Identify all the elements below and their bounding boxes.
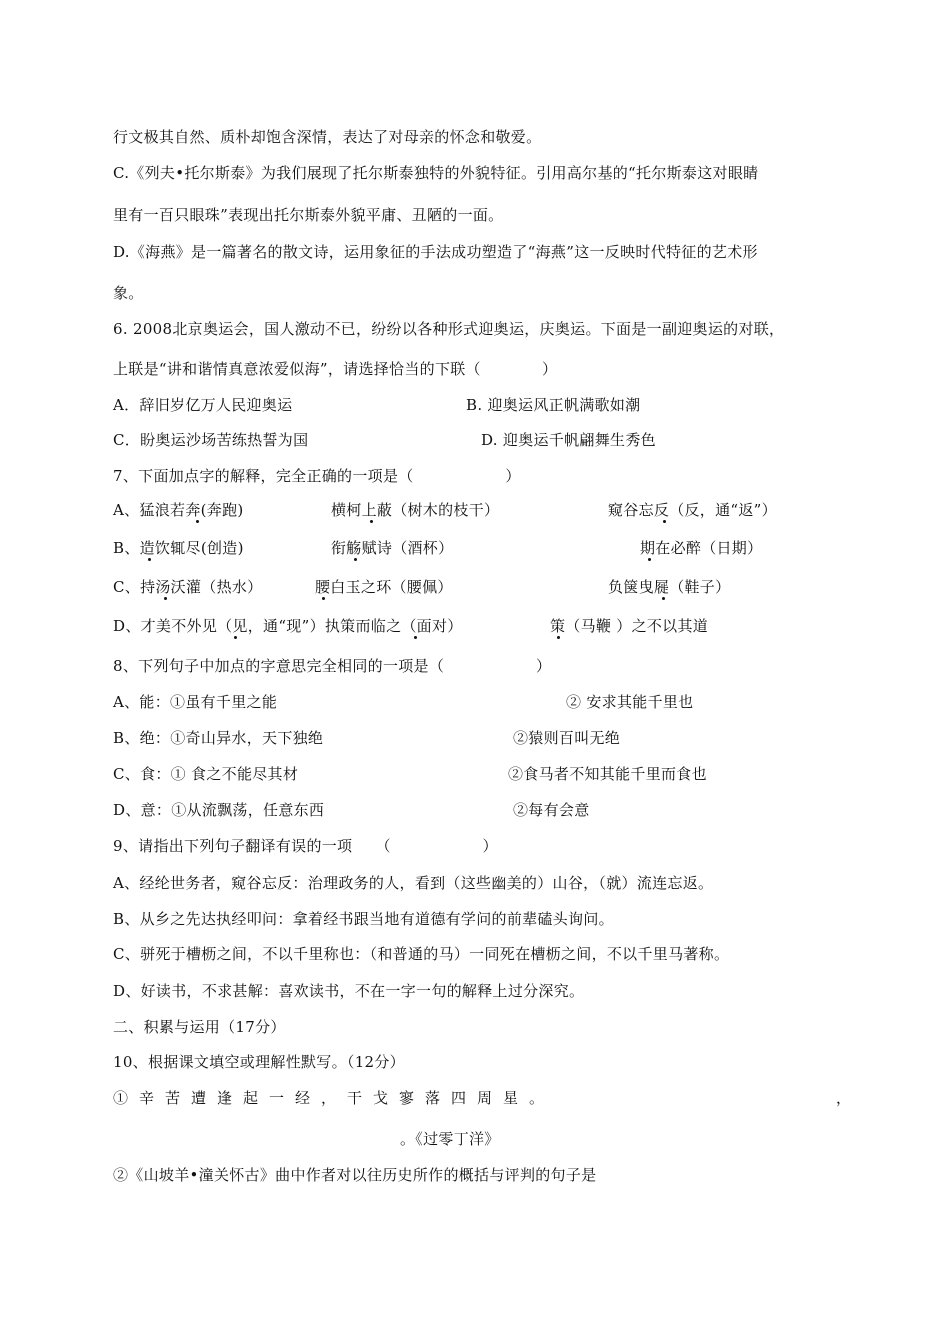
option-c-line: C.《列夫•托尔斯泰》为我们展现了托尔斯泰独特的外貌特征。引用高尔基的“托尔斯泰这对眼睛 xyxy=(113,164,759,182)
emphasis-dot xyxy=(148,558,151,561)
q8-option-c-1: C、食：① 食之不能尽其材 xyxy=(113,765,299,783)
question-6-stem-2: 上联是“讲和谐情真意浓爱似海”，请选择恰当的下联（ ） xyxy=(113,360,558,378)
q7-option-b-2: 衔觞赋诗（酒杯） xyxy=(331,539,454,557)
emphasis-dot xyxy=(370,520,373,523)
q10-item-1-blank-comma: ， xyxy=(836,1089,852,1107)
q9-option-d: D、好读书，不求甚解：喜欢读书，不在一字一句的解释上过分深究。 xyxy=(113,982,585,1000)
q7-option-c-3: 负箧曳屣（鞋子） xyxy=(608,578,731,596)
question-9-stem: 9、请指出下列句子翻译有误的一项 （ ） xyxy=(113,837,498,855)
q7-option-a-1: A、猛浪若奔(奔跑) xyxy=(113,501,244,519)
text-line: 行文极其自然、质朴却饱含深情，表达了对母亲的怀念和敬爱。 xyxy=(113,128,542,146)
q6-option-d: D. 迎奥运千帆翩舞生秀色 xyxy=(481,431,656,449)
question-7-stem: 7、下面加点字的解释，完全正确的一项是（ ） xyxy=(113,467,521,485)
q9-option-a: A、经纶世务者，窥谷忘反：治理政务的人，看到（这些幽美的）山谷，（就）流连忘返。 xyxy=(113,874,714,892)
emphasis-dot xyxy=(557,636,560,639)
emphasis-dot xyxy=(662,597,665,600)
text-line: 里有一百只眼珠”表现出托尔斯泰外貌平庸、丑陋的一面。 xyxy=(113,206,504,224)
emphasis-dot xyxy=(164,597,167,600)
q10-item-1-tail: 。《过零丁洋》 xyxy=(400,1130,500,1148)
q8-option-b-2: ②猿则百叫无绝 xyxy=(513,729,621,747)
q6-option-a: A．辞旧岁亿万人民迎奥运 xyxy=(113,396,293,414)
section-heading: 二、积累与运用（17分） xyxy=(113,1018,286,1036)
q7-option-c-1: C、持汤沃灌（热水） xyxy=(113,578,263,596)
q7-option-b-3: 期在必醉（日期） xyxy=(640,539,763,557)
q6-option-c: C．盼奥运沙场苦练热誓为国 xyxy=(113,431,309,449)
q10-item-2: ②《山坡羊•潼关怀古》曲中作者对以往历史所作的概括与评判的句子是 xyxy=(113,1166,597,1184)
emphasis-dot xyxy=(663,520,666,523)
question-6-stem: 6. 2008北京奥运会，国人激动不已，纷纷以各种形式迎奥运，庆奥运。下面是一副迎奥运的对联， xyxy=(113,320,785,338)
q8-option-a-2: ② 安求其能千里也 xyxy=(566,693,694,711)
q7-option-d-2: 策（马鞭 ）之不以其道 xyxy=(550,617,709,635)
q8-option-c-2: ②食马者不知其能千里而食也 xyxy=(508,765,707,783)
q8-option-d-1: D、意：①从流飘荡，任意东西 xyxy=(113,801,325,819)
q8-option-a-1: A、能：①虽有千里之能 xyxy=(113,693,278,711)
emphasis-dot xyxy=(414,636,417,639)
question-10-stem: 10、根据课文填空或理解性默写。（12分） xyxy=(113,1053,405,1071)
emphasis-dot xyxy=(322,597,325,600)
question-8-stem: 8、下列句子中加点的字意思完全相同的一项是（ ） xyxy=(113,657,552,675)
option-d-line: D.《海燕》是一篇著名的散文诗，运用象征的手法成功塑造了“海燕”这一反映时代特征的艺术形 xyxy=(113,243,758,261)
emphasis-dot xyxy=(648,558,651,561)
q10-item-1: ①辛苦遭逢起一经，干戈寥落四周星。 xyxy=(113,1089,556,1107)
q7-option-c-2: 腰白玉之环（腰佩） xyxy=(315,578,453,596)
q7-option-d-1: D、才美不外见（见，通“现”）执策而临之（面对） xyxy=(113,617,463,635)
q8-option-d-2: ②每有会意 xyxy=(513,801,590,819)
q7-option-a-2: 横柯上蔽（树木的枝干） xyxy=(331,501,500,519)
q6-option-b: B. 迎奥运风正帆满歌如潮 xyxy=(466,396,641,414)
q8-option-b-1: B、绝：①奇山异水，天下独绝 xyxy=(113,729,324,747)
q7-option-b-1: B、造饮辄尽(创造) xyxy=(113,539,244,557)
emphasis-dot xyxy=(196,520,199,523)
emphasis-dot xyxy=(234,636,237,639)
emphasis-dot xyxy=(354,558,357,561)
q9-option-b: B、从乡之先达执经叩问：拿着经书跟当地有道德有学问的前辈磕头询问。 xyxy=(113,910,614,928)
q9-option-c: C、骈死于槽枥之间，不以千里称也：（和普通的马）一同死在槽枥之间，不以千里马著称。 xyxy=(113,945,730,963)
text-line: 象。 xyxy=(113,284,144,302)
q7-option-a-3: 窥谷忘反（反，通“返”） xyxy=(608,501,777,519)
